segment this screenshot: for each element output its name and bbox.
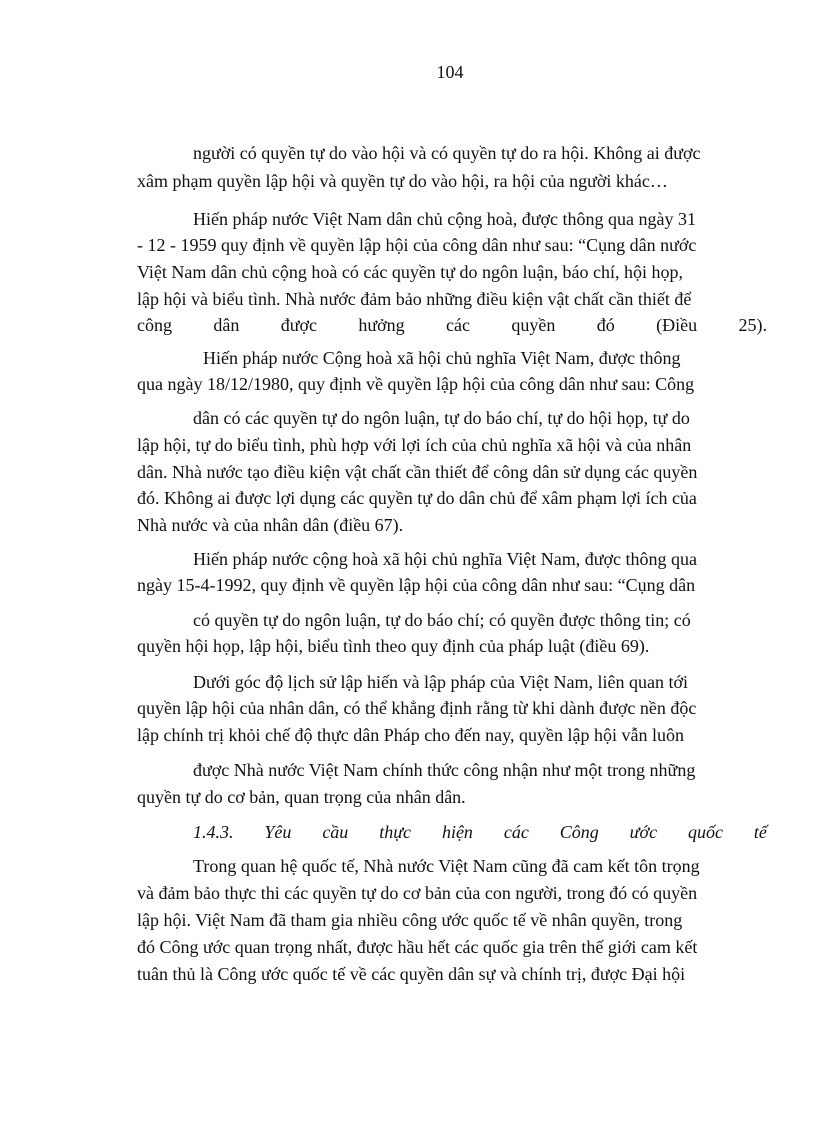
text-line: lập hội, tự do biểu tình, phù hợp với lợi ích của chủ nghĩa xã hội và của nhân (137, 435, 692, 455)
text-line: xâm phạm quyền lập hội và quyền tự do vào hội, ra hội của người khác… (137, 171, 668, 191)
word: (Điều (656, 315, 698, 335)
text-line: ngày 15-4-1992, quy định về quyền lập hội của công dân như sau: “Cụng dân (137, 575, 696, 595)
text-line: có quyền tự do ngôn luận, tự do báo chí; có quyền được thông tin; có (193, 610, 691, 630)
heading-word: thực (379, 822, 412, 842)
word: đó (596, 315, 615, 335)
text-line: người có quyền tự do vào hội và có quyền tự do ra hội. Không ai được (193, 143, 701, 163)
text-line: Dưới góc độ lịch sử lập hiến và lập pháp của Việt Nam, liên quan tới (193, 672, 689, 692)
text-line: - 12 - 1959 quy định về quyền lập hội của công dân như sau: “Cụng dân nước (137, 235, 697, 255)
text-line: đó Công ước quan trọng nhất, được hầu hết các quốc gia trên thế giới cam kết (137, 937, 698, 957)
page-number: 104 (436, 62, 464, 82)
text-line: Việt Nam dân chủ cộng hoà có các quyền tự do ngôn luận, báo chí, hội họp, (137, 262, 684, 282)
word: được (280, 315, 318, 335)
heading-word: ước (629, 822, 658, 842)
text-line: lập hội và biểu tình. Nhà nước đảm bảo những điều kiện vật chất cần thiết để (137, 289, 692, 309)
word: dân (213, 315, 240, 335)
justified-line (137, 312, 767, 338)
text-line: Hiến pháp nước Cộng hoà xã hội chủ nghĩa Việt Nam, được thông (203, 348, 681, 368)
text-line: tuân thủ là Công ước quốc tế về các quyền dân sự và chính trị, được Đại hội (137, 964, 686, 984)
text-line: Nhà nước và của nhân dân (điều 67). (137, 515, 404, 535)
heading-word: tế (753, 822, 767, 842)
text-line: qua ngày 18/12/1980, quy định về quyền lập hội của công dân như sau: Công (137, 374, 695, 394)
heading-word: các (503, 822, 529, 842)
heading-word: cầu (322, 822, 349, 842)
heading-word: 1.4.3. (193, 822, 234, 842)
text-line: và đảm bảo thực thi các quyền tự do cơ bản của con người, trong đó có quyền (137, 883, 698, 903)
word: 25). (738, 315, 767, 335)
heading-word: quốc (687, 822, 723, 842)
text-line: quyền lập hội của nhân dân, có thể khẳng định rằng từ khi dành được nền độc (137, 698, 697, 718)
text-line: được Nhà nước Việt Nam chính thức công nhận như một trong những (193, 760, 696, 780)
text-line: dân. Nhà nước tạo điều kiện vật chất cần thiết để công dân sử dụng các quyền (137, 462, 698, 482)
text-line: Trong quan hệ quốc tế, Nhà nước Việt Nam cũng đã cam kết tôn trọng (193, 856, 700, 876)
word: quyền (511, 315, 556, 335)
word: hưởng (358, 315, 405, 335)
text-line: quyền tự do cơ bản, quan trọng của nhân dân. (137, 787, 466, 807)
text-line: lập chính trị khỏi chế độ thực dân Pháp cho đến nay, quyền lập hội vẫn luôn (137, 725, 684, 745)
text-line: Hiến pháp nước Việt Nam dân chủ cộng hoà, được thông qua ngày 31 (193, 209, 697, 229)
word: các (446, 315, 471, 335)
heading-word: Công (559, 822, 599, 842)
text-line: quyền hội họp, lập hội, biểu tình theo quy định của pháp luật (điều 69). (137, 636, 650, 656)
text-line: lập hội. Việt Nam đã tham gia nhiều công ước quốc tế về nhân quyền, trong (137, 910, 683, 930)
text-line: đó. Không ai được lợi dụng các quyền tự do dân chủ để xâm phạm lợi ích của (137, 488, 697, 508)
word: công (137, 315, 172, 335)
text-line: dân có các quyền tự do ngôn luận, tự do báo chí, tự do hội họp, tự do (193, 408, 690, 428)
section-heading (193, 819, 767, 845)
heading-word: Yêu (264, 822, 292, 842)
heading-word: hiện (441, 822, 473, 842)
text-line: Hiến pháp nước cộng hoà xã hội chủ nghĩa Việt Nam, được thông qua (193, 549, 698, 569)
